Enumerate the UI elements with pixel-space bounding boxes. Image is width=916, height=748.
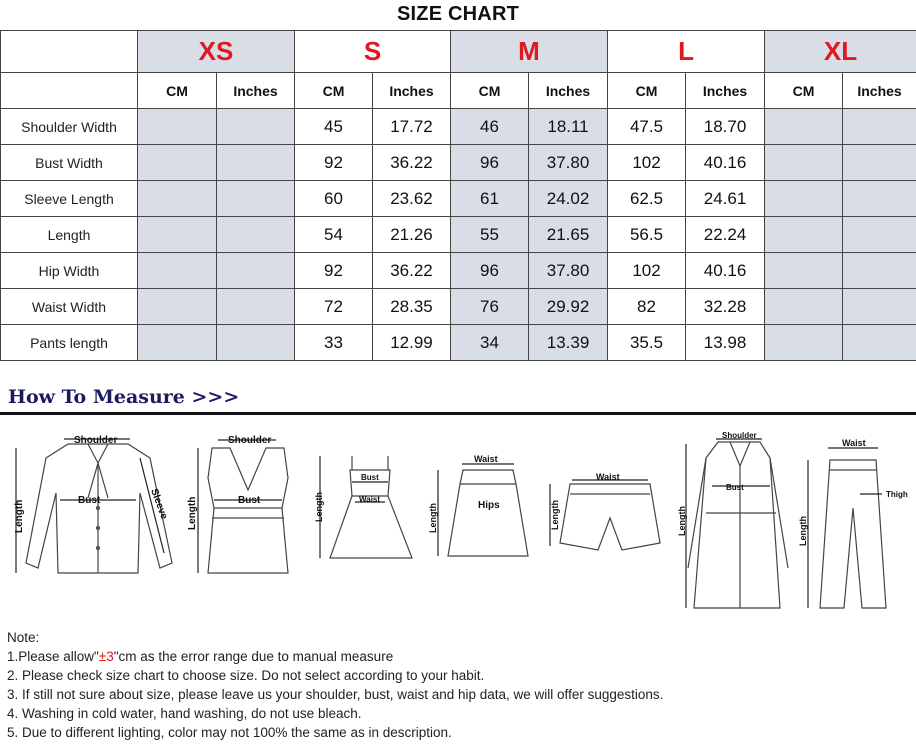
dress-illustration <box>320 456 412 558</box>
table-cell <box>138 145 217 181</box>
size-m: M <box>451 31 608 73</box>
table-cell: 102 <box>608 145 686 181</box>
label-length: Length <box>428 503 438 533</box>
label-length: Length <box>314 492 324 522</box>
table-cell: 24.02 <box>529 181 608 217</box>
label-length: Length <box>187 496 198 530</box>
table-cell <box>765 217 843 253</box>
table-cell <box>843 325 916 361</box>
table-cell: 82 <box>608 289 686 325</box>
unit-inches: Inches <box>686 73 765 109</box>
table-cell <box>765 181 843 217</box>
table-cell: 21.65 <box>529 217 608 253</box>
label-length: Length <box>798 516 808 546</box>
unit-corner-cell <box>1 73 138 109</box>
table-cell: 46 <box>451 109 529 145</box>
notes-section <box>7 628 663 742</box>
table-cell: 36.22 <box>373 145 451 181</box>
label-shoulder: Shoulder <box>722 431 757 440</box>
table-row <box>1 109 916 145</box>
blouse-illustration <box>16 439 172 573</box>
table-cell: 37.80 <box>529 145 608 181</box>
table-cell: 92 <box>295 145 373 181</box>
unit-inches: Inches <box>373 73 451 109</box>
table-cell <box>217 145 295 181</box>
table-row <box>1 253 916 289</box>
note-1-tolerance: ±3 <box>98 649 114 664</box>
label-shoulder: Shoulder <box>74 435 118 446</box>
size-chart-table <box>0 30 916 361</box>
table-cell: 34 <box>451 325 529 361</box>
table-cell: 40.16 <box>686 145 765 181</box>
measurement-illustrations <box>0 418 916 618</box>
note-1 <box>7 647 663 666</box>
table-cell: 13.98 <box>686 325 765 361</box>
table-cell <box>138 217 217 253</box>
table-cell: 21.26 <box>373 217 451 253</box>
table-cell <box>765 253 843 289</box>
table-cell: 18.11 <box>529 109 608 145</box>
table-cell: 102 <box>608 253 686 289</box>
table-row <box>1 217 916 253</box>
label-bust: Bust <box>238 495 261 506</box>
table-cell: 37.80 <box>529 253 608 289</box>
table-cell: 60 <box>295 181 373 217</box>
vest-illustration <box>198 440 288 573</box>
table-cell: 45 <box>295 109 373 145</box>
table-cell <box>765 289 843 325</box>
table-cell <box>843 109 916 145</box>
size-xl: XL <box>765 31 916 73</box>
unit-cm: CM <box>451 73 529 109</box>
table-cell <box>138 253 217 289</box>
size-s: S <box>295 31 451 73</box>
table-cell <box>217 181 295 217</box>
table-cell <box>138 325 217 361</box>
table-cell: 32.28 <box>686 289 765 325</box>
table-cell <box>138 289 217 325</box>
table-cell <box>138 181 217 217</box>
unit-cm: CM <box>608 73 686 109</box>
label-length: Length <box>550 500 560 530</box>
table-cell <box>843 217 916 253</box>
note-5: 5. Due to different lighting, color may not 100% the same as in description. <box>7 725 452 740</box>
row-label: Hip Width <box>1 253 138 289</box>
label-bust: Bust <box>78 495 101 506</box>
row-label: Waist Width <box>1 289 138 325</box>
label-length: Length <box>677 506 687 536</box>
label-waist: Waist <box>359 495 381 504</box>
table-cell <box>765 145 843 181</box>
table-cell: 76 <box>451 289 529 325</box>
shorts-illustration <box>550 480 660 550</box>
table-cell: 55 <box>451 217 529 253</box>
table-cell: 12.99 <box>373 325 451 361</box>
notes-heading: Note: <box>7 630 40 645</box>
table-cell <box>843 289 916 325</box>
table-cell: 62.5 <box>608 181 686 217</box>
table-cell: 33 <box>295 325 373 361</box>
table-cell: 18.70 <box>686 109 765 145</box>
table-cell <box>843 181 916 217</box>
table-cell <box>217 253 295 289</box>
unit-cm: CM <box>138 73 217 109</box>
table-cell: 92 <box>295 253 373 289</box>
unit-inches: Inches <box>217 73 295 109</box>
table-cell: 40.16 <box>686 253 765 289</box>
label-waist: Waist <box>474 454 498 464</box>
table-cell: 13.39 <box>529 325 608 361</box>
table-cell: 96 <box>451 253 529 289</box>
label-bust: Bust <box>361 473 379 482</box>
note-4: 4. Washing in cold water, hand washing, do not use bleach. <box>7 706 362 721</box>
table-cell: 72 <box>295 289 373 325</box>
unit-inches: Inches <box>529 73 608 109</box>
unit-header-row <box>1 73 916 109</box>
table-cell: 54 <box>295 217 373 253</box>
table-cell <box>765 109 843 145</box>
table-cell: 56.5 <box>608 217 686 253</box>
table-cell <box>843 145 916 181</box>
unit-inches: Inches <box>843 73 916 109</box>
label-shoulder: Shoulder <box>228 435 272 446</box>
row-label: Shoulder Width <box>1 109 138 145</box>
table-cell: 36.22 <box>373 253 451 289</box>
heading-divider <box>0 412 916 415</box>
note-1-prefix: 1.Please allow" <box>7 649 99 664</box>
row-label: Sleeve Length <box>1 181 138 217</box>
table-cell: 96 <box>451 145 529 181</box>
label-waist: Waist <box>596 472 620 482</box>
label-waist: Waist <box>842 438 866 448</box>
pants-illustration <box>808 448 886 608</box>
table-cell: 17.72 <box>373 109 451 145</box>
note-1-suffix: "cm as the error range due to manual measure <box>113 649 394 664</box>
table-cell <box>138 109 217 145</box>
how-to-measure-heading: How To Measure >>> <box>8 386 240 408</box>
table-cell <box>765 325 843 361</box>
label-bust: Bust <box>726 483 744 492</box>
coat-illustration <box>686 439 788 608</box>
unit-cm: CM <box>765 73 843 109</box>
table-cell: 35.5 <box>608 325 686 361</box>
size-header-row <box>1 31 916 73</box>
table-cell <box>217 217 295 253</box>
row-label: Length <box>1 217 138 253</box>
table-cell: 23.62 <box>373 181 451 217</box>
table-cell: 29.92 <box>529 289 608 325</box>
table-cell: 47.5 <box>608 109 686 145</box>
size-xs: XS <box>138 31 295 73</box>
table-cell <box>217 109 295 145</box>
table-row <box>1 145 916 181</box>
table-row <box>1 289 916 325</box>
chart-title: SIZE CHART <box>397 3 519 25</box>
label-thigh: Thigh <box>886 490 908 499</box>
row-label: Bust Width <box>1 145 138 181</box>
label-sleeve: Sleeve <box>148 487 170 521</box>
label-length: Length <box>14 499 25 533</box>
note-3: 3. If still not sure about size, please leave us your shoulder, bust, waist and hip data, we will offer suggestions. <box>7 687 664 702</box>
table-cell <box>217 289 295 325</box>
row-label: Pants length <box>1 325 138 361</box>
table-cell <box>217 325 295 361</box>
table-cell <box>843 253 916 289</box>
table-cell: 28.35 <box>373 289 451 325</box>
label-hips: Hips <box>478 500 500 511</box>
size-l: L <box>608 31 765 73</box>
table-row <box>1 325 916 361</box>
table-cell: 61 <box>451 181 529 217</box>
note-2: 2. Please check size chart to choose size. Do not select according to your habit. <box>7 668 485 683</box>
table-cell: 24.61 <box>686 181 765 217</box>
table-row <box>1 181 916 217</box>
corner-cell <box>1 31 138 73</box>
table-cell: 22.24 <box>686 217 765 253</box>
unit-cm: CM <box>295 73 373 109</box>
